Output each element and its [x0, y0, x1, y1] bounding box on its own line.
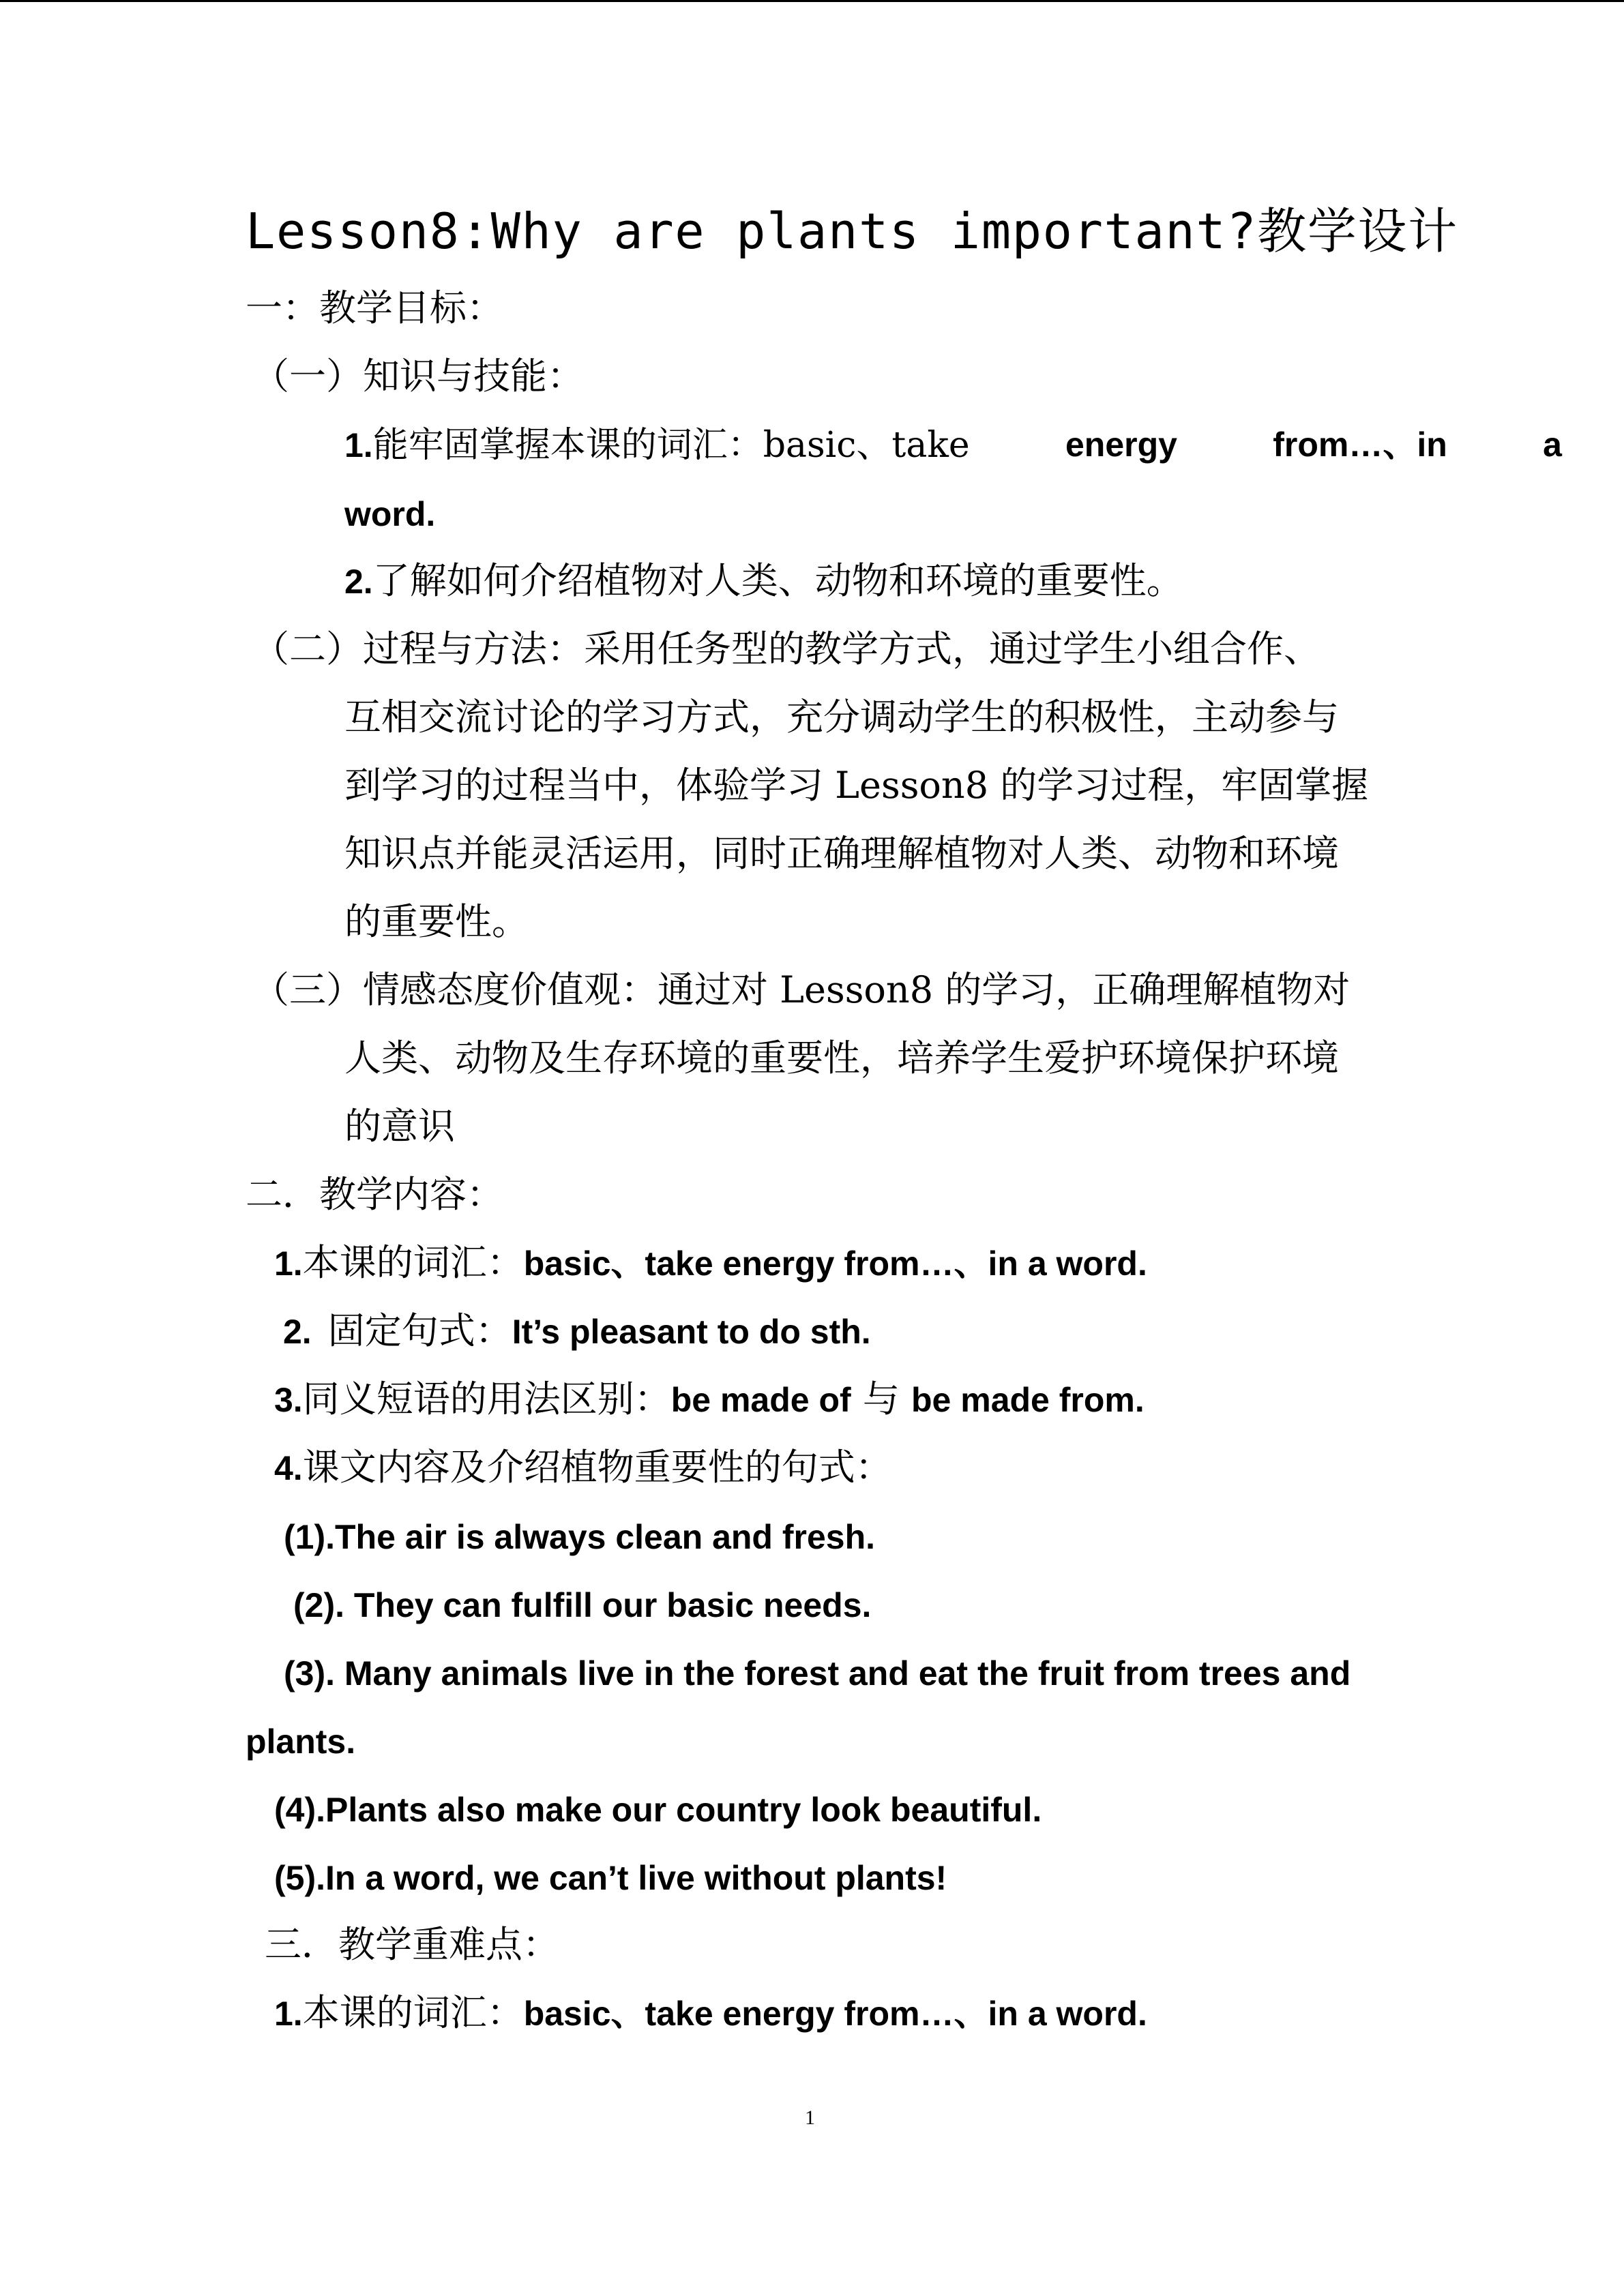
process-method-line-5: 的重要性。 — [344, 900, 529, 943]
knowledge-item-1-text-a — [344, 425, 970, 466]
item-number: 1. — [344, 426, 373, 464]
content-item-3 — [274, 1377, 1145, 1420]
knowledge-item-1-word-energy: energy — [1065, 426, 1177, 464]
content-item-2 — [283, 1309, 871, 1352]
item-number: 3. — [274, 1381, 303, 1419]
process-method-line-2: 互相交流讨论的学习方式，充分调动学生的积极性，主动参与 — [344, 696, 1339, 739]
knowledge-item-1 — [344, 425, 1562, 466]
knowledge-item-2 — [344, 559, 1183, 602]
knowledge-item-2-text: 了解如何介绍植物对人类、动物和环境的重要性。 — [372, 559, 1183, 602]
process-method-line-4: 知识点并能灵活运用，同时正确理解植物对人类、动物和环境 — [344, 832, 1339, 875]
subsection-heading-knowledge: （一）知识与技能： — [252, 355, 584, 398]
item-number: 1. — [274, 1244, 303, 1283]
knowledge-item-1-continuation: word. — [344, 495, 436, 533]
process-method-line-3: 到学习的过程当中，体验学习 Lesson8 的学习过程，牢固掌握 — [344, 764, 1369, 807]
sentence-3: (3). Many animals live in the forest and eat the fruit from trees and — [284, 1654, 1351, 1693]
key-point-item-1-en: basic、take energy from…、in a word. — [523, 1995, 1147, 2033]
content-item-2-en: It’s pleasant to do sth. — [512, 1313, 871, 1351]
attitude-line-2: 人类、动物及生存环境的重要性，培养学生爱护环境保护环境 — [344, 1037, 1339, 1079]
content-item-3-en-1: be made of — [670, 1381, 851, 1419]
sentence-4: (4).Plants also make our country look beautiful. — [274, 1791, 1042, 1829]
item-number: 4. — [274, 1449, 303, 1487]
content-item-1-en: basic、take energy from…、in a word. — [523, 1244, 1147, 1283]
key-point-item-1-cn: 本课的词汇： — [302, 1991, 524, 2034]
content-item-4 — [274, 1446, 892, 1489]
content-item-1 — [274, 1241, 1147, 1284]
process-method-line-1: （二）过程与方法：采用任务型的教学方式，通过学生小组合作、 — [252, 627, 1320, 670]
knowledge-item-1-word-from-in: from…、in — [1273, 426, 1447, 464]
content-item-1-cn: 本课的词汇： — [302, 1241, 524, 1284]
attitude-line-1: （三）情感态度价值观：通过对 Lesson8 的学习，正确理解植物对 — [252, 968, 1350, 1011]
content-item-3-cn: 同义短语的用法区别： — [302, 1377, 671, 1420]
key-point-item-1 — [274, 1991, 1147, 2034]
sentence-1: (1).The air is always clean and fresh. — [284, 1518, 876, 1556]
knowledge-item-1-word-a: a — [1543, 426, 1562, 464]
section-heading-objectives: 一：教学目标： — [246, 286, 503, 329]
item-number: 2. — [283, 1313, 312, 1351]
attitude-line-3: 的意识 — [344, 1105, 455, 1148]
sentence-5: (5).In a word, we can’t live without plants! — [274, 1859, 947, 1897]
content-item-3-en-2: be made from. — [911, 1381, 1145, 1419]
content-item-2-cn: 固定句式： — [327, 1309, 512, 1352]
sentence-2: (2). They can fulfill our basic needs. — [293, 1586, 872, 1624]
section-heading-key-points: 三．教学重难点： — [265, 1923, 559, 1966]
sentence-3-continuation: plants. — [246, 1723, 356, 1761]
content-item-4-cn: 课文内容及介绍植物重要性的句式： — [302, 1446, 892, 1489]
knowledge-item-1-cn: 能牢固掌握本课的词汇：basic、take — [372, 425, 970, 466]
item-number: 1. — [274, 1995, 303, 2033]
section-heading-content: 二．教学内容： — [246, 1173, 503, 1216]
document-title: Lesson8:Why are plants important?教学设计 — [246, 203, 1458, 260]
page-number: 1 — [805, 2106, 815, 2129]
content-item-3-cn-2: 与 — [851, 1377, 911, 1420]
item-number: 2. — [344, 563, 373, 601]
